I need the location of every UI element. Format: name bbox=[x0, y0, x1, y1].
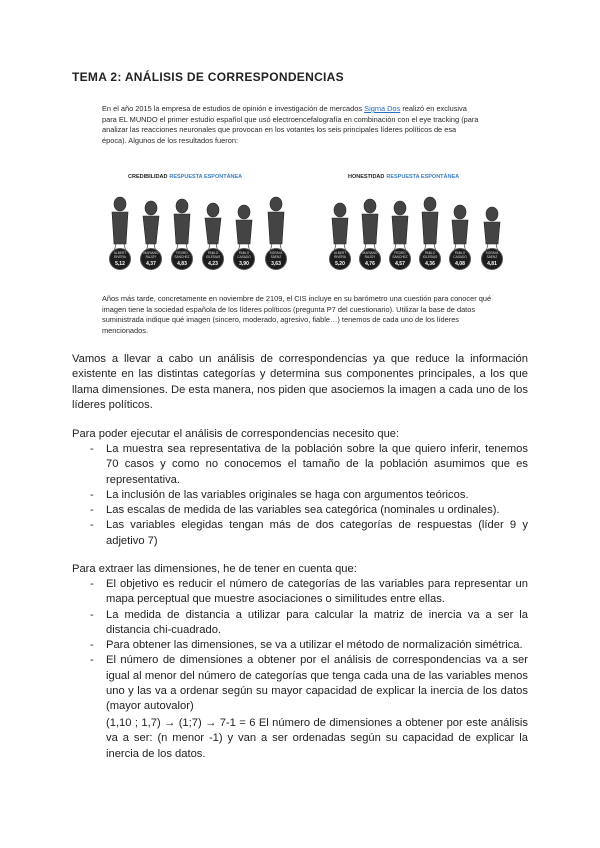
honesty-score-5 bbox=[449, 248, 471, 270]
credibility-panel bbox=[106, 174, 296, 284]
honesty-title-sub: RESPUESTA ESPONTÁNEA bbox=[386, 174, 460, 180]
credibility-title-main: CREDIBILIDAD bbox=[128, 174, 168, 180]
list-item bbox=[72, 608, 528, 639]
list-item-text: Para obtener las dimensiones, se va a utilizar el método de normalización simétrica. bbox=[106, 639, 523, 652]
list-item bbox=[72, 638, 528, 653]
leader-score: 4,81 bbox=[487, 261, 497, 267]
dimensions-list bbox=[72, 577, 528, 715]
list-dash: - bbox=[90, 654, 94, 667]
requirements-heading: Para poder ejecutar el análisis de correspondencias necesito que: bbox=[72, 428, 400, 440]
sigma-dos-link[interactable]: Sigma Dos bbox=[364, 104, 401, 113]
leader-score: 4,83 bbox=[177, 261, 187, 267]
leader-name: MARIANO RAJOY bbox=[143, 251, 159, 259]
leader-score: 4,57 bbox=[395, 261, 405, 267]
leader-name: PEDRO SÁNCHEZ bbox=[174, 251, 190, 259]
honesty-panel-title bbox=[348, 174, 459, 180]
leader-name: PEDRO SÁNCHEZ bbox=[392, 251, 408, 259]
honesty-caricatures bbox=[326, 182, 511, 252]
list-item bbox=[72, 577, 528, 608]
credibility-caricatures bbox=[106, 182, 296, 252]
leader-score: 4,08 bbox=[455, 261, 465, 267]
list-item-text: La medida de distancia a utilizar para calcular la matriz de inercia va a ser la distancia chi-cuadrado. bbox=[106, 608, 528, 636]
leader-score: 4,36 bbox=[425, 261, 435, 267]
honesty-score-3 bbox=[389, 248, 411, 270]
honesty-score-2 bbox=[359, 248, 381, 270]
honesty-title-main: HONESTIDAD bbox=[348, 174, 385, 180]
list-dash: - bbox=[90, 504, 94, 517]
leader-score: 5,20 bbox=[335, 261, 345, 267]
dimensions-calculation: (1,10 ; 1,7) → (1;7) → 7-1 = 6 El número de dimensiones a obtener por este análisis va a ser: (n menor -1) y van a ser ordenadas según su capacidad de explicar la inercia de los datos. bbox=[106, 717, 528, 760]
leader-score: 5,12 bbox=[115, 261, 125, 267]
list-item-text: Las variables elegidas tengan más de dos categorías de respuestas (líder 9 y adjetivo 7) bbox=[106, 519, 528, 547]
list-dash: - bbox=[90, 608, 94, 621]
honesty-score-6 bbox=[481, 248, 503, 270]
leader-score: 4,37 bbox=[146, 261, 156, 267]
leader-name: PABLO IGLESIAS bbox=[205, 251, 221, 259]
leader-score: 3,90 bbox=[239, 261, 249, 267]
list-dash: - bbox=[90, 519, 94, 532]
list-item-text: La muestra sea representativa de la población sobre la que quiero inferir, tenemos 70 casos y como no conocemos el tamaño de la población asumimos que es representativa. bbox=[106, 443, 528, 486]
list-dash: - bbox=[90, 578, 94, 590]
document-title: TEMA 2: ANÁLISIS DE CORRESPONDENCIAS bbox=[72, 70, 344, 84]
intro-paragraph: Vamos a llevar a cabo un análisis de correspondencias ya que reduce la información existente en las distintas categorías y determina sus componentes principales, a los que llama dimensiones. De esta manera, nos piden que asociemos la imagen a cada uno de los líderes políticos. bbox=[72, 353, 528, 411]
list-item bbox=[72, 503, 528, 518]
list-dash: - bbox=[90, 443, 94, 455]
embedded-assignment-image bbox=[98, 100, 500, 346]
credibility-score-6 bbox=[265, 248, 287, 270]
credibility-score-3 bbox=[171, 248, 193, 270]
list-item bbox=[72, 518, 528, 549]
credibility-title-sub: RESPUESTA ESPONTÁNEA bbox=[169, 174, 243, 180]
list-item-text: La inclusión de las variables originales se haga con argumentos teóricos. bbox=[106, 488, 469, 501]
leader-name: ALBERT RIVERA bbox=[333, 251, 347, 259]
intro-text-start: En el año 2015 la empresa de estudios de opinión e investigación de mercados bbox=[102, 104, 365, 113]
credibility-score-4 bbox=[202, 248, 224, 270]
list-item bbox=[72, 488, 528, 503]
assignment-question: Años más tarde, concretamente en noviembre de 2109, el CIS incluye en su barómetro una cuestión para conocer qué imagen tiene la sociedad española de los líderes políticos (pregunta P7 del cuestionario). Utilizar la base de datos suministrada indique qué imagen (sincero, moderado, agresivo, fiable…) tenemos de cada uno de los líderes mencionados. bbox=[102, 294, 492, 335]
leader-score: 4,76 bbox=[365, 261, 375, 267]
list-item-text: Las escalas de medida de las variables sea categórica (nominales u ordinales). bbox=[106, 504, 500, 517]
leader-score: 4,23 bbox=[208, 261, 218, 267]
honesty-score-1 bbox=[329, 248, 351, 270]
list-item bbox=[72, 442, 528, 488]
requirements-list bbox=[72, 442, 528, 549]
leader-name: SORAYA SÁENZ bbox=[269, 251, 283, 259]
credibility-panel-title bbox=[128, 174, 242, 180]
leader-name: PABLO IGLESIAS bbox=[422, 251, 438, 259]
credibility-score-2 bbox=[140, 248, 162, 270]
dimensions-heading: Para extraer las dimensiones, he de tener en cuenta que: bbox=[72, 563, 357, 575]
list-item-text: El número de dimensiones a obtener por el análisis de correspondencias va a ser igual al menor del número de categorías que tenga cada una de las variables menos uno y las va a ordenar según su mayor capacidad de explicar la inercia de los datos (mayor autovalor) bbox=[106, 654, 528, 713]
leader-name: MARIANO RAJOY bbox=[362, 251, 378, 259]
assignment-intro bbox=[102, 104, 482, 146]
leader-name: SORAYA SÁENZ bbox=[485, 251, 499, 259]
intro-text-end: realizó en exclusiva para EL MUNDO el primer estudio español que usó electroencefalografía en combinación con el eye tracking (para analizar las reacciones neuronales que provocan en los votantes los seis principales líderes políticos de esa época). Algunos de los resultados fueron: bbox=[102, 104, 479, 145]
credibility-score-1 bbox=[109, 248, 131, 270]
leader-score: 3,63 bbox=[271, 261, 281, 267]
list-dash: - bbox=[90, 639, 94, 652]
list-item-text: El objetivo es reducir el número de categorías de las variables para representar un mapa perceptual que muestre asociaciones o similitudes entre ellas. bbox=[106, 578, 528, 606]
leader-name: PABLO CASADO bbox=[453, 251, 467, 259]
list-item bbox=[72, 653, 528, 714]
honesty-score-4 bbox=[419, 248, 441, 270]
leader-name: ALBERT RIVERA bbox=[113, 251, 127, 259]
list-dash: - bbox=[90, 488, 94, 501]
leader-name: PABLO CASADO bbox=[237, 251, 251, 259]
credibility-score-5 bbox=[233, 248, 255, 270]
honesty-panel bbox=[326, 174, 511, 284]
